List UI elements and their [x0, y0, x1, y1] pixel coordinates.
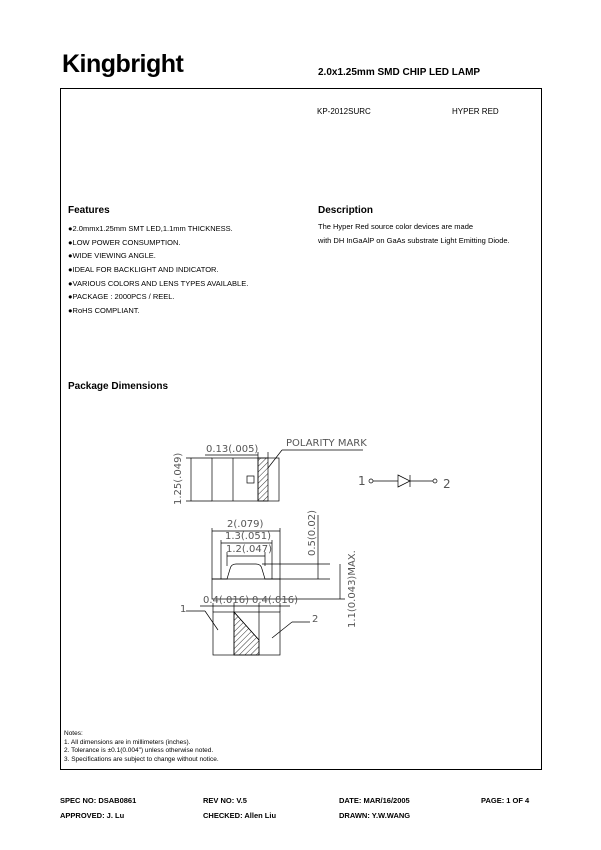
- dim-label-1-25: 1.25(.049): [173, 452, 184, 505]
- polarity-mark-label: POLARITY MARK: [286, 438, 367, 449]
- notes-title: Notes:: [64, 730, 83, 737]
- dim-label-1-2: 1.2(.047): [226, 544, 272, 555]
- brand-logo: Kingbright: [62, 50, 184, 78]
- dim-label-0-4-left: 0.4(.016): [203, 595, 249, 606]
- feature-item: ●LOW POWER CONSUMPTION.: [68, 237, 181, 247]
- emitting-color: HYPER RED: [452, 107, 499, 116]
- checked-by: CHECKED: Allen Liu: [203, 811, 277, 820]
- drawn-by: DRAWN: Y.W.WANG: [339, 811, 411, 820]
- polarity-mark: [258, 458, 268, 501]
- note-item: 2. Tolerance is ±0.1(0.004") unless otherwise noted.: [64, 747, 214, 754]
- pin1-terminal: [369, 479, 373, 483]
- notes: [64, 730, 219, 764]
- top-view: [186, 450, 363, 501]
- side-view-body: [212, 564, 280, 599]
- dim-label-0-13: 0.13(.005): [206, 444, 259, 455]
- bottom-view: [186, 603, 310, 655]
- symbol-pin1-label: 1: [358, 474, 366, 488]
- page-number: PAGE: 1 OF 4: [481, 796, 530, 805]
- description-line: with DH InGaAlP on GaAs substrate Light Emitting Diode.: [318, 236, 510, 245]
- feature-item: ●WIDE VIEWING ANGLE.: [68, 251, 156, 261]
- top-view-body: [212, 458, 279, 501]
- symbol-pin2-label: 2: [443, 477, 451, 491]
- feature-item: ●RoHS COMPLIANT.: [68, 306, 140, 316]
- feature-item: ●VARIOUS COLORS AND LENS TYPES AVAILABLE.: [68, 278, 249, 288]
- dim-label-1-1-max: 1.1(0.043)MAX.: [347, 550, 358, 628]
- diode-triangle: [398, 475, 410, 487]
- revision-number: REV NO: V.5: [203, 796, 247, 805]
- dim-label-1-3: 1.3(.051): [225, 531, 271, 542]
- pin1-label: 1: [180, 604, 187, 615]
- feature-item: ●PACKAGE : 2000PCS / REEL.: [68, 292, 175, 302]
- note-item: 1. All dimensions are in millimeters (inches).: [64, 738, 191, 746]
- document-title: 2.0x1.25mm SMD CHIP LED LAMP: [318, 67, 481, 78]
- diode-symbol: [369, 475, 437, 487]
- dim-label-0-5: 0.5(0.02): [307, 510, 318, 556]
- pin2-terminal: [433, 479, 437, 483]
- description-line: The Hyper Red source color devices are made: [318, 222, 474, 231]
- document-date: DATE: MAR/16/2005: [339, 796, 410, 805]
- dim-label-0-4-right: 0.4(.016): [252, 595, 298, 606]
- features-heading: Features: [68, 205, 110, 216]
- feature-item: ●IDEAL FOR BACKLIGHT AND INDICATOR.: [68, 265, 219, 275]
- part-number: KP-2012SURC: [317, 107, 371, 116]
- dim-label-2: 2(.079): [227, 519, 264, 530]
- package-dimensions-heading: Package Dimensions: [68, 381, 169, 392]
- spec-number: SPEC NO: DSAB0861: [60, 796, 137, 805]
- feature-item: ●2.0mmx1.25mm SMT LED,1.1mm THICKNESS.: [68, 224, 233, 233]
- pin2-label: 2: [312, 614, 319, 625]
- approved-by: APPROVED: J. Lu: [60, 811, 125, 820]
- description-heading: Description: [318, 205, 374, 216]
- note-item: 3. Specifications are subject to change without notice.: [64, 755, 219, 763]
